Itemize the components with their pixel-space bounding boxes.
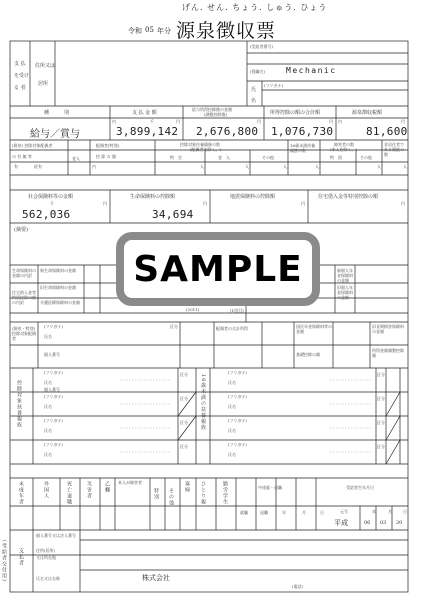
dep2-furigana: (フリガナ) [44,394,63,399]
disabled-sub: (本人を除く。) [330,147,358,152]
new-pension-label: 新個人年金保険料の金額 [337,268,353,283]
spouse-special-header-2: 控 除 の 額 [96,154,116,159]
life-insurance-header: 生命保険料の控除額 [130,194,176,200]
new-life-label: 新生命保険料の金額 [40,268,76,273]
payment-amount-value: 3,899,142 [116,125,179,138]
housing-loan-header: 住宅借入金等特別控除の額 [318,194,379,200]
dep-other: その他 [262,155,274,160]
old-life-label: 旧生命保険料の金額 [40,285,76,290]
single-parent-header: ひとり親 [200,481,206,505]
dependents-title: 控除対象扶養親族 [16,380,22,428]
dep4-name: 氏名 [44,452,52,457]
spouse-name-label: 氏名 [44,334,52,339]
dep1-number: 個人番号 [44,387,60,392]
retirement-header: 退職 [260,510,268,515]
spouse-existence: 有 [14,164,18,169]
page-title: 源泉徴収票 [176,20,277,42]
birth-month-header: 月 [388,509,392,514]
social-insurance-header: 社会保険料等の金額 [28,194,74,200]
disabled-other: その他 [360,155,372,160]
unit-thousand-1: 千 [150,119,154,124]
dependents-count-header: 控除対象扶養親族の数 [180,142,220,147]
payer-phone-label: (電話) [292,584,304,589]
resident-header: 非居住者である親族の数 [384,142,404,157]
income-inner-label-2: 内 [338,119,342,124]
under16-header: 16歳未満扶養親族の数 [290,143,316,153]
year-prefix: 令和 [128,27,142,35]
dep3-furigana: (フリガナ) [44,418,63,423]
u16-1-furigana: (フリガナ) [228,370,247,375]
student-header: 勤労学生 [222,481,228,505]
birth-day-header: 日 [403,509,407,514]
other-d-header: その他 [168,488,174,506]
unit-yen-2: 円 [257,119,261,124]
ded-unit-yen-2: 円 [203,201,207,206]
payee-address-label-1: 住所又は [35,63,56,69]
u16-3-category: 区分 [377,420,385,425]
dep-person-1: 人 [200,164,204,169]
basic-deduction-label: 基礎控除の額 [296,352,320,357]
furigana-label: (フリガナ) [264,83,283,88]
recipient-number-label: (受給者番号) [250,44,274,49]
payee-address-label-2: 居所 [38,81,49,87]
payment-amount-header: 支 払 金 額 [132,110,157,116]
dep4-furigana: (フリガナ) [44,442,63,447]
dep3-category: 区分 [180,420,188,425]
dependents-count-sub: (配偶者を除く。) [190,147,222,152]
income-adjustment-label: 所得金額調整控除額 [372,348,404,358]
under16-title: 16歳未満の扶養親族 [200,374,206,431]
u16-1-category: 区分 [377,372,385,377]
spouse-header-2: の 有 無 等 [12,154,32,159]
bottom-day-header: 日 [320,510,324,515]
payer-name-label: 氏名又は名称 [36,576,60,581]
dep-person-3: 人 [283,164,287,169]
year-2011: (2011) [186,307,200,312]
birth-year-header: 年 [372,509,376,514]
spouse-special-header-1: 配偶者(特別) [96,143,120,148]
payee-label-1: 支 払 [14,61,26,67]
dep-inner-label: 内 [92,164,96,169]
after-deduction-value: 2,676,800 [196,125,259,138]
spouse-header-1: (源泉) 控除対象配偶者 [12,143,53,148]
care-label: 介護医療保険料の金額 [40,300,80,305]
unit-yen-3: 円 [329,119,333,124]
year-suffix: 年分 [157,27,171,35]
u16-2-name: 氏名 [228,404,236,409]
year-value: 05 [145,26,154,34]
dep1-name: 氏名 [44,380,52,385]
dep1-category: 区分 [180,372,188,377]
disaster-header: 災害者 [86,481,92,499]
deduction-total-header: 所得控除の額の合計額 [270,110,321,116]
u16-2-category: 区分 [377,396,385,401]
payee-label-3: る 者 [14,85,26,91]
dep-person-6: 人 [403,164,407,169]
income-inner-label: 内 [112,119,116,124]
u16-3-furigana: (フリガナ) [228,418,247,423]
withholding-tax-value: 81,600 [366,125,408,138]
dep3-name: 氏名 [44,428,52,433]
payee-name-label-1: 氏 [251,87,257,93]
u16-4-name: 氏名 [228,452,236,457]
dep-specific: 特 定 [170,155,182,160]
spouse-income-label: 配偶者の合計所得 [216,326,248,331]
role-value: Mechanic [286,66,337,75]
special-d-header: 特別 [153,488,159,500]
birth-header: 受給者生年月日 [346,485,374,490]
dep-person-5: 人 [377,164,381,169]
dep-person-2: 人 [245,164,249,169]
u16-4-category: 区分 [377,444,385,449]
withholding-tax-header: 源泉徴収税額 [352,110,383,116]
u16-3-name: 氏名 [228,428,236,433]
payer-side-label: (受給者交付用) [1,540,7,582]
income-type-header: 種 別 [44,110,70,116]
role-label: (役職名) [250,69,266,74]
dep-person-4: 人 [315,164,319,169]
dep2-name: 氏名 [44,404,52,409]
unit-yen-1: 円 [176,119,180,124]
era-header: 元号 [340,509,348,514]
foreigner-header: 外国人 [43,481,49,499]
old-pension-label: 旧個人年金保険料の金額 [337,285,353,300]
payer-address-label-2: 又は所在地 [36,555,56,560]
life-new-label: 生命保険料の金額の内訳 [12,268,36,278]
unit-yen-4: 円 [401,119,405,124]
earthquake-insurance-header: 地震保険料の控除額 [230,194,276,200]
remarks-label: (摘要) [14,227,28,233]
spouse-personal-number: 個人番号 [44,352,60,357]
sample-watermark-text: SAMPLE [133,248,303,290]
otsu-header: 乙欄 [104,481,110,493]
bottom-month-header: 月 [302,510,306,515]
payer-name-value: 株式会社 [142,574,170,582]
bottom-year-header: 年 [282,510,286,515]
payer-personal-number-label: 個人番号又は法人番号 [36,533,76,538]
minor-header: 未成年者 [18,481,24,505]
spouse-category: 区分 [170,324,178,329]
income-type-value: 給与／賞与 [30,129,80,140]
u16-2-furigana: (フリガナ) [228,394,247,399]
dep-old: 老 人 [218,155,230,160]
payer-address-label-1: 住所(居所) [36,548,56,553]
first-label: (1回目) [230,308,244,313]
social-insurance-value: 562,036 [22,208,71,221]
ded-unit-yen-1: 円 [103,201,107,206]
widow-header: 寡婦 [184,481,190,493]
deduction-total-value: 1,076,730 [271,125,334,138]
spouse-detail-label: (源泉・特別)控除対象配偶者 [12,326,36,341]
employment-header: 就職 [240,510,248,515]
national-pension-label: 国民年金保険料等の金額 [296,324,332,334]
dep1-furigana: (フリガナ) [44,370,63,375]
old-long-term-label: 旧長期損害保険料の金額 [372,324,404,334]
u16-1-name: 氏名 [228,380,236,385]
sample-watermark [116,232,320,306]
life-insurance-value: 34,694 [152,208,194,221]
payee-label-2: を受け [14,73,30,79]
ded-unit-thousand: 千 [50,201,54,206]
ded-unit-yen-4: 円 [401,201,405,206]
mid-year-header: 中途就・退職 [258,485,282,490]
spouse-old-person: 老人 [72,156,80,161]
ded-unit-yen-3: 円 [301,201,305,206]
housing-detail-label: 住宅借入金等特別控除の額の内訳 [12,290,36,305]
u16-4-furigana: (フリガナ) [228,442,247,447]
principal-disabled-header: 本人が障害者 [118,480,142,485]
disabled-special: 特 別 [330,155,342,160]
death-header: 死亡退職 [66,481,72,505]
disabled-header: 障害者の数 [334,142,354,147]
spouse-furigana: (フリガナ) [44,324,63,329]
after-deduction-sub-header: (調整控除後) [204,112,228,117]
dep4-category: 区分 [180,444,188,449]
era-value: 平成 [334,519,348,527]
payer-label: 支払者 [18,548,24,566]
birth-month-value: 03 [380,520,387,526]
after-deduction-header: 給与所得控除後の金額 [192,107,232,112]
title-ruby: げん. せん. ちょう. しゅう. ひょう [182,3,328,12]
spouse-subordinate: 従有 [34,164,42,169]
payee-name-label-2: 名 [251,98,257,104]
birth-day-value: 20 [396,520,403,526]
birth-year-value: 06 [364,520,371,526]
dep2-category: 区分 [180,396,188,401]
